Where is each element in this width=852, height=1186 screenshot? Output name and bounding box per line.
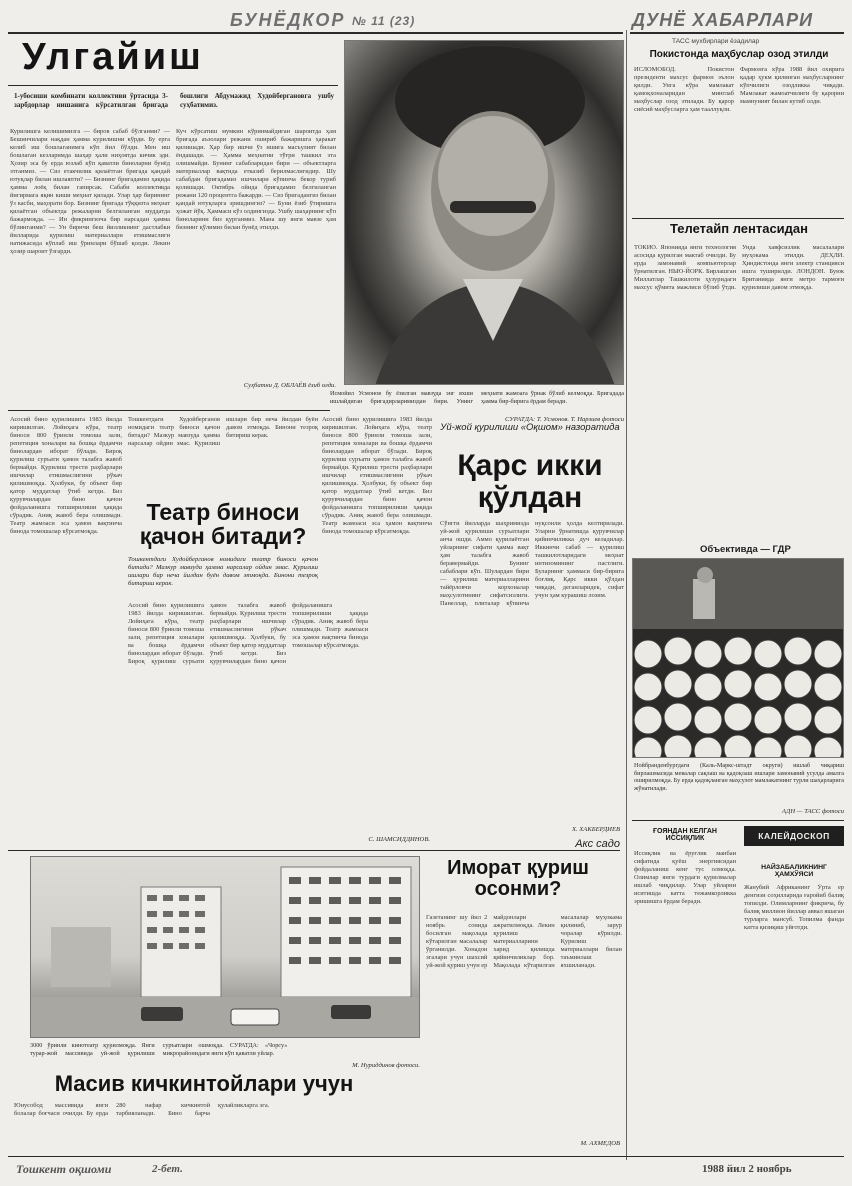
masiv-title: Масив кичкинтойлари учун	[54, 1071, 354, 1096]
imorat-byline: М. АХМЕДОВ	[580, 1140, 620, 1147]
qars-body: Сўнгги йилларда шаҳримизда уй-жой қурилиши суръатлари анча ошди. Аммо қурилаётган уйларнинг сифати ҳамма вақт ҳам талабга жавоб беравермайди. Бунинг сабаблари кўп. Шулардан бири — қурилиш материалларини тайёрловчи корхоналар маҳсулотининг сифатсизлиги. Панеллар, плиталар кўпинча нуқсонли ҳолда келтирилади. Уларни ўрнатишда қурувчилар қийинчиликка дуч келадилар. Иккинчи сабаб — қурилиш ташкилотларидаги меҳнат интизомининг пастлиги. Буларнинг ҳаммаси бир-бирига боғлиқ. Қарс икки қўлдан чиқади, деганларидек, сифат учун ҳам курашиш лозим.	[440, 520, 624, 607]
kaleidoscope-label: КАЛЕЙДОСКОП	[758, 831, 830, 841]
goyandan-title: ҒОЯНДАН КЕЛГАН ИССИҚЛИК	[653, 828, 717, 843]
buildings-drawing	[31, 857, 420, 1038]
masiv-body: Юнусобод массивида янги болалар боғчаси очилди. Бу ерда 280 нафар кичкинтой тарбияланади. Бино барча қулайликларга эга.	[14, 1102, 270, 1117]
pakistan-body-left: ИСЛОМОБОД. Покистон президенти махсус фармон эълон қилди. Унга кўра мамлакат қамоқхоналаридан минглаб маҳбуслар озод этилади. Бу қарор сиёсий маҳбусларга ҳам тааллуқли.	[634, 66, 734, 113]
divider	[632, 218, 844, 219]
teatr-title: Театр биноси қачон битади?	[139, 499, 307, 550]
divider	[632, 820, 844, 821]
pakistan-title: Покистонда маҳбуслар озод этилди	[649, 49, 829, 60]
divider	[8, 410, 330, 411]
qars-byline: Х. ХАКБЕРДИЕВ	[571, 826, 620, 833]
masthead-rule-right	[630, 32, 844, 34]
qars-title: Қарс икки қўлдан	[457, 449, 603, 514]
masthead-rule	[8, 32, 623, 34]
teatr-byline: С. ШАМСИДДИНОВ.	[368, 836, 430, 843]
gdr-title: Объективда — ГДР	[700, 544, 791, 555]
portrait-drawing	[345, 41, 624, 385]
buildings-credit: М. Нуриддинов фотоси.	[352, 1062, 420, 1069]
footer-date: 1988 йил 2 ноябрь	[702, 1163, 792, 1175]
kaleidoscope-title: НАЙЗАБАЛИКНИНГ ҲАМХЎЯСИ	[761, 864, 827, 879]
divider	[8, 850, 620, 851]
buildings-photo	[30, 856, 420, 1038]
portrait-photo	[344, 40, 624, 385]
imorat-title: Иморат қуриш осонми?	[447, 857, 589, 900]
kaleidoscope-logo	[744, 826, 844, 846]
teletayp-body: ТОКИО. Японияда янги технология асосида қурилган мактаб очилди. Бу ерда замонавий компьютерлар ўрнатилган. НЬЮ-ЙОРК. Бирлашган Миллатлар Ташкилоти ҳузуридаги махсус қўмита мажлиси бўлиб ўтди. Унда хавфсизлик масалалари муҳокама этилди. ДЕҲЛИ. Ҳиндистонда янги электр станцияси ишга туширилди. ЛОНДОН. Буюк Британияда янги метро тармоғи қурилиши давом этмоқда.	[634, 244, 844, 291]
footer-page: 2-бет.	[152, 1163, 183, 1175]
ulgayish-byline: Суҳбатни Д. ОБЛАЁВ ёзиб олди.	[243, 382, 336, 389]
qars-kicker: Уй-жой қурилиши «Оқшом» назоратида	[440, 422, 620, 433]
teatr-intro: Тошкентдаги Худойберганов номидаги театр биноси қачон битади? Мазкур мавзуда ҳамма нарсалар ойдин эмас. Қурилиш ишлари бир неча йилдан буён давом этмоқда. Бинони тезроқ битириш керак.	[128, 556, 318, 587]
buildings-caption: 3000 ўринли кинотеатр қурилмоқда. Янги турар-жой массивида уй-жой қурилиши суръатлари ошмоқда. СУРАТДА: «Чорсу» микрорайонидаги янги кўп қаватли уйлар.	[30, 1042, 288, 1057]
ulgayish-body-mid: Куч кўрсатиш мумкин кўринмайдиган шароитда ҳам бригада аъзолари режани ошириб бажаришга ҳаракат қилишади. Ҳар бир ишчи ўз ишига масъулият билан ёндашади. — Ҳамма меҳнатни тўғри ташкил эта олишмайди. Бунинг сабабларидан бири — объектларга материаллар вақтида етказиб берилмаслигидир. Шу сабабдан бригадамиз ишчилари кўпинча бекор туриб қолишади. Октябрь ойида бригадамиз белгиланган режани 120 процентга бажарди. — Сиз бригадангиз билан қандай ютуқларга эришдингиз? — Буни ёзиб ўтиришга ҳожат йўқ. Ҳаммаси кўз олдингизда. Ушбу шаҳарнинг кўп биноларини биз қурганмиз. Мана шу янги мавзе ҳам бизнинг қўлимиз билан бунёд этилди.	[176, 128, 336, 231]
teletayp-title: Телетайп лентасидан	[669, 221, 809, 236]
teatr-upper-text: Тошкентдаги Худойберганов номидаги театр биноси қачон битади? Мазкур мавзуда ҳамма нарсалар ойдин эмас. Қурилиш ишлари бир неча йилдан буён давом этмоқда. Бинони тезроқ битириш керак.	[128, 416, 318, 447]
kaleidoscope-body: Жанубий Африканинг Ўрта ер денгизи соҳилларида ғаройиб балиқ топилди. Олимларнинг фикрича, бу балиқ миллион йиллар аввал яшаган турларга мансуб. Топилма фанда катта қизиқиш уйғотди.	[744, 884, 844, 931]
ulgayish-title: Улгайиш	[22, 36, 204, 78]
aks-sado-kicker: Акс садо	[575, 838, 620, 850]
teatr-body: Асосий бино қурилишига 1983 йилда киришилган. Лойиҳага кўра, театр биноси 800 ўринли томоша зали, репетиция хоналари ва бошқа ёрдамчи бинолардан иборат бўлади. Бироқ қурилиш суръати ҳамон талабга жавоб бермайди. Қурилиш трести раҳбарлари ишчилар етишмаслигини рўкач қилишмоқда. Ҳолбуки, бу объект бир қатор муддатлар ўтиб кетди. Биз қурувчилардан бино қачон фойдаланишга топширилиши ҳақида сўрадик. Аниқ жавоб бера олишмади. Театр жамоаси эса ҳамон вақтинча бинода томошалар кўрсатмоқда.	[128, 602, 368, 665]
portrait-caption: Исмойил Усмонов бу ёзилган мавзуда энг яхши ишлайдиган бригадирларимиздан бири. Унинг меҳнати жамоага ўрнак бўлиб келмоқда. Бригадада ҳамма бир-бирига ёрдам беради.	[330, 390, 624, 405]
issue-number: № 11 (23)	[352, 14, 416, 28]
imorat-body: Газетанинг шу йил 2 ноябрь сонида босилган мақолада кўтарилган масалалар ўрганилди. Хонадон эгалари учун шахсий уй-жой қуриш учун ер майдонлари ажратилмоқда. Лекин қурилиш материалларини харид қилишда қийинчиликлар бор. Мақолада кўтарилган масалалар муҳокама қилиниб, зарур чоралар кўрилди. Қурилиш материаллари билан таъминлаш яхшиланади.	[426, 914, 622, 969]
pakistan-body-right: Фармонга кўра 1988 йил охирига қадар ҳукм қилинган маҳбусларнинг кўпчилиги озодликка чиқади. Мамлакат жамоатчилиги бу қарорни мамнуният билан кутиб олди.	[740, 66, 844, 105]
gdr-drawing	[633, 559, 844, 758]
portrait-credit: СУРАТДА: Т. Усмонов. Т. Нарзиев фотоси	[504, 416, 624, 423]
section-title: ДУНЁ ХАБАРЛАРИ	[632, 10, 814, 30]
teatr-column-left: Асосий бино қурилишига 1983 йилда киришилган. Лойиҳага кўра, театр биноси 800 ўринли томоша зали, репетиция хоналари ва бошқа ёрдамчи бинолардан иборат бўлади. Бироқ қурилиш суръати ҳамон талабга жавоб бермайди. Қурилиш трести раҳбарлари ишчилар етишмаслигини рўкач қилишмоқда. Ҳолбуки, бу объект бир қатор муддатлар ўтиб кетди. Биз қурувчилардан бино қачон фойдаланишга топширилиши ҳақида сўрадик. Аниқ жавоб бера олишмади. Театр жамоаси эса ҳамон вақтинча бинода томошалар кўрсатмоқда.	[10, 416, 122, 535]
column-divider	[626, 30, 627, 1160]
footer-paper: Тошкент оқшоми	[16, 1162, 112, 1176]
ulgayish-intro: 1-убосиши комбинати коллективи ўртасида 3-зарбдорлар нишанига кўрсатилган бригада бошлиги Абдумажид Худойбергановга ушбу суҳбатимиз.	[14, 92, 334, 109]
gdr-photo	[632, 558, 844, 758]
paper-name: БУНЁДКОР	[230, 10, 346, 30]
goyandan-body: Иссиқлик ва ёруғлик манбаи сифатида қуёш энергиясидан фойдаланиш кенг тус олмоқда. Олимлар янги турдаги қурилмалар ишлаб чиқдилар. Улар уйларни иситишда катта тежамкорликка эришишга ёрдам беради.	[634, 850, 736, 905]
teatr-body-right: Асосий бино қурилишига 1983 йилда киришилган. Лойиҳага кўра, театр биноси 800 ўринли томоша зали, репетиция хоналари ва бошқа ёрдамчи бинолардан иборат бўлади. Бироқ қурилиш суръати ҳамон талабга жавоб бермайди. Қурилиш трести раҳбарлари ишчилар етишмаслигини рўкач қилишмоқда. Ҳолбуки, бу объект бир қатор муддатлар ўтиб кетди. Биз қурувчилардан бино қачон фойдаланишга топширилиши ҳақида сўрадик. Аниқ жавоб бера олишмади. Театр жамоаси эса ҳамон вақтинча бинода томошалар кўрсатмоқда.	[322, 416, 432, 535]
ulgayish-body-left: Курилишга келишимизга — биров сабаб бўлганми? — Бешинчилари нақдан ҳамма курилишни кўрди. Бу ерга келиб иш бошлаганимга кўп йил бўлди. Мен иш бошлаган кезларимда шаҳар ҳали ниҳоятда кичик эди. Ҳозир эса бу ерда юзлаб кўп қаватли биноларни бунёд этганмиз. — Сиз етакчилик қилаётган бригада қандай ютуқлар билан ишлаяпти? — Бизнинг бригадамиз ҳақида ҳамма лоёқ билан гапирсак. Сабаби коллективда йигирмага яқин киши меҳнат қилади. Улар ҳар бирининг ўз касби, маҳорати бор. Бизнинг бригада тўққизта меҳнат қилаётган объектда режаларни белгиланган муддатда бажармоқда. — Ин фикрингизча бир нарсадан ҳамма бўлинганми? — Ун бирнчи беш йилликнинг дастлабки йилларида қурилиш материаллари етишмаслиги натижасида кўплаб иш ўринлари бўшаб қолди. Лекин ҳозир шароит ўзгарди.	[10, 128, 170, 255]
gdr-caption: Нойбранденбургдаги (Каль-Маркс-штадт округи) ишлаб чиқариш бирлашмасида мевалар сақлаш ва қадоқлаш ишлари замонавий усулда амалга оширилмоқда. Бу ерда қадоқланган маҳсулот мамлакатнинг турли шаҳарларига жўнатилади.	[634, 762, 844, 792]
agency-line: ТАСС мухбирлари ёзадилар	[672, 38, 760, 45]
footer-rule	[8, 1156, 844, 1157]
gdr-credit: АДН — ТАСС фотоси	[782, 808, 844, 815]
title-rule	[8, 85, 338, 86]
